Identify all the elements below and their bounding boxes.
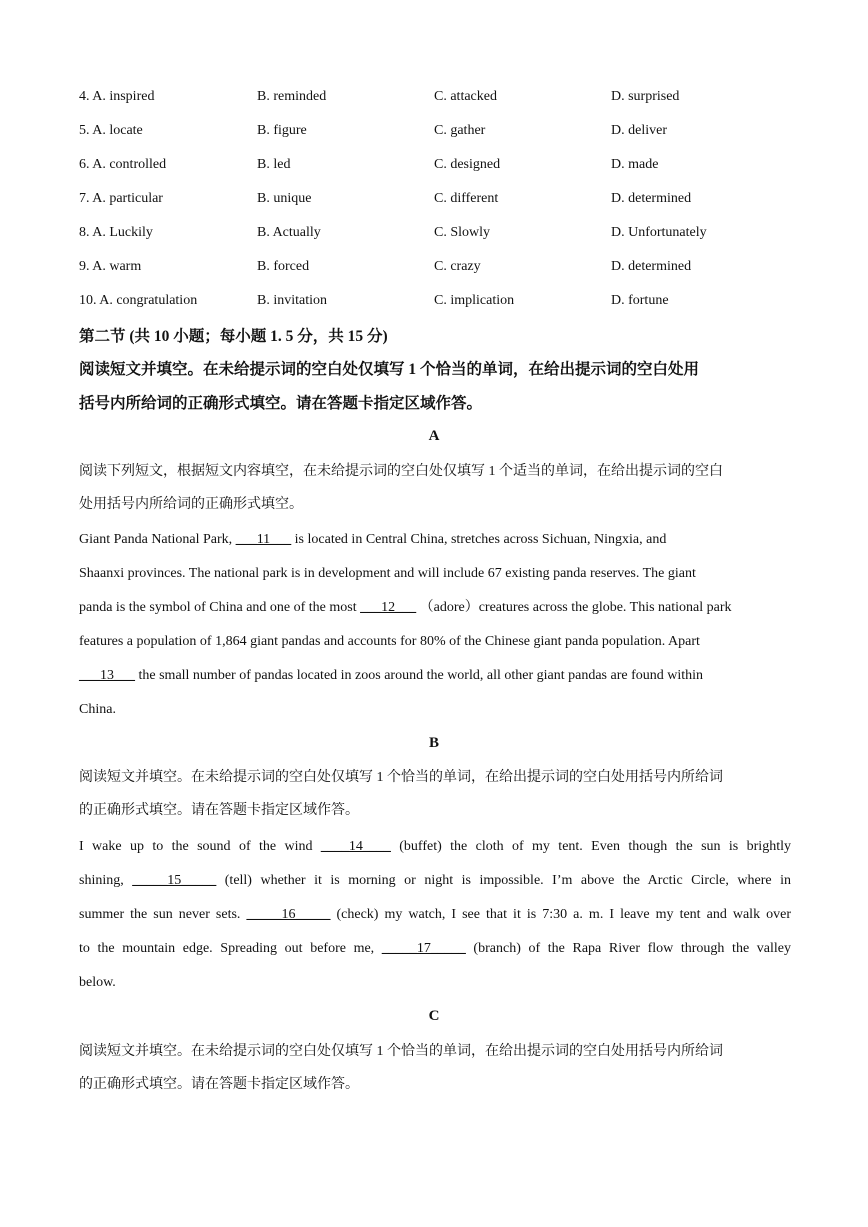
fill-in-blank: _____17_____ xyxy=(381,941,466,956)
section2-heading: 第二节 (共 10 小题；每小题 1. 5 分，共 15 分) xyxy=(79,328,388,345)
option-item: 7. A. particular xyxy=(79,191,163,206)
passage-line xyxy=(79,693,791,727)
part-c-instruction-line2: 的正确形式填空。请在答题卡指定区域作答。 xyxy=(79,1077,359,1092)
option-item: 6. A. controlled xyxy=(79,157,167,172)
option-item: 10. A. congratulation xyxy=(79,293,198,308)
option-item: B. unique xyxy=(257,191,312,206)
passage-line xyxy=(79,625,791,659)
part-b-passage xyxy=(79,830,791,1000)
passage-text: （adore）creatures across the globe. This national park xyxy=(416,600,732,615)
option-item: D. determined xyxy=(611,259,692,274)
option-item: C. designed xyxy=(434,157,501,172)
option-row xyxy=(79,222,799,256)
part-a-title: A xyxy=(428,428,440,444)
option-item: B. figure xyxy=(257,123,307,138)
part-a-instruction-line1: 阅读下列短文，根据短文内容填空，在未给提示词的空白处仅填写 1 个适当的单词，在给出提示词的空白 xyxy=(79,464,723,479)
passage-line xyxy=(79,557,791,591)
passage-text: (tell) whether it is morning or night is impossible. I’m above the Arctic Circle, where in xyxy=(216,873,791,888)
passage-text: shining, xyxy=(79,873,133,888)
option-item: 9. A. warm xyxy=(79,259,142,274)
option-item: C. attacked xyxy=(434,89,497,104)
option-item: C. gather xyxy=(434,123,486,138)
passage-line xyxy=(79,830,791,864)
passage-text: Shaanxi provinces. The national park is in development and will include 67 existing panda reserves. The giant xyxy=(79,566,696,581)
passage-line xyxy=(79,591,791,625)
passage-line xyxy=(79,523,791,557)
passage-line xyxy=(79,898,791,932)
section2-instruction-line1: 阅读短文并填空。在未给提示词的空白处仅填写 1 个恰当的单词，在给出提示词的空白处用 xyxy=(79,361,700,378)
passage-text: summer the sun never sets. xyxy=(79,907,247,922)
passage-line xyxy=(79,864,791,898)
option-row xyxy=(79,290,799,324)
option-row xyxy=(79,86,799,120)
fill-in-blank: ____14____ xyxy=(320,839,391,854)
option-item: D. surprised xyxy=(611,89,680,104)
part-b-instruction-line2: 的正确形式填空。请在答题卡指定区域作答。 xyxy=(79,803,359,818)
passage-line xyxy=(79,966,791,1000)
option-item: 8. A. Luckily xyxy=(79,225,153,240)
part-a-instruction-line2: 处用括号内所给词的正确形式填空。 xyxy=(79,497,303,512)
passage-text: is located in Central China, stretches across Sichuan, Ningxia, and xyxy=(291,532,667,547)
option-item: D. Unfortunately xyxy=(611,225,707,240)
option-row xyxy=(79,154,799,188)
option-item: D. deliver xyxy=(611,123,667,138)
option-item: D. made xyxy=(611,157,659,172)
option-item: 5. A. locate xyxy=(79,123,143,138)
passage-text: panda is the symbol of China and one of the most xyxy=(79,600,361,615)
passage-text: below. xyxy=(79,975,116,990)
option-item: B. invitation xyxy=(257,293,327,308)
option-item: C. different xyxy=(434,191,499,206)
option-item: C. implication xyxy=(434,293,515,308)
option-item: C. crazy xyxy=(434,259,481,274)
option-row xyxy=(79,120,799,154)
fill-in-blank: ___11___ xyxy=(235,532,292,547)
option-row xyxy=(79,256,799,290)
option-item: B. forced xyxy=(257,259,310,274)
passage-text: China. xyxy=(79,702,116,717)
fill-in-blank: _____16_____ xyxy=(246,907,331,922)
passage-text: features a population of 1,864 giant pandas and accounts for 80% of the Chinese giant panda population. Apart xyxy=(79,634,700,649)
passage-text: the small number of pandas located in zoos around the world, all other giant pandas are found within xyxy=(135,668,704,683)
passage-text: (branch) of the Rapa River flow through the valley xyxy=(465,941,791,956)
part-a-passage xyxy=(79,523,791,727)
passage-text: (buffet) the cloth of my tent. Even though the sun is brightly xyxy=(390,839,791,854)
option-row xyxy=(79,188,799,222)
option-item: B. Actually xyxy=(257,225,321,240)
answer-options xyxy=(79,86,799,324)
option-item: D. determined xyxy=(611,191,692,206)
option-item: 4. A. inspired xyxy=(79,89,155,104)
passage-line xyxy=(79,659,791,693)
passage-text: (check) my watch, I see that it is 7:30 a. m. I leave my tent and walk over xyxy=(330,907,791,922)
option-item: B. reminded xyxy=(257,89,327,104)
part-b-instruction-line1: 阅读短文并填空。在未给提示词的空白处仅填写 1 个恰当的单词，在给出提示词的空白处用括号内所给词 xyxy=(79,770,723,785)
part-b-title: B xyxy=(428,735,439,751)
option-item: B. led xyxy=(257,157,291,172)
fill-in-blank: ___12___ xyxy=(360,600,417,615)
passage-text: Giant Panda National Park, xyxy=(79,532,236,547)
option-item: D. fortune xyxy=(611,293,669,308)
part-c-instruction-line1: 阅读短文并填空。在未给提示词的空白处仅填写 1 个恰当的单词，在给出提示词的空白处用括号内所给词 xyxy=(79,1044,723,1059)
part-c-title: C xyxy=(428,1008,440,1024)
passage-line xyxy=(79,932,791,966)
passage-text: to the mountain edge. Spreading out before me, xyxy=(79,941,382,956)
fill-in-blank: _____15_____ xyxy=(132,873,217,888)
option-item: C. Slowly xyxy=(434,225,491,240)
section2-instruction-line2: 括号内所给词的正确形式填空。请在答题卡指定区域作答。 xyxy=(79,395,483,412)
passage-text: I wake up to the sound of the wind xyxy=(79,839,321,854)
fill-in-blank: ___13___ xyxy=(79,668,135,683)
